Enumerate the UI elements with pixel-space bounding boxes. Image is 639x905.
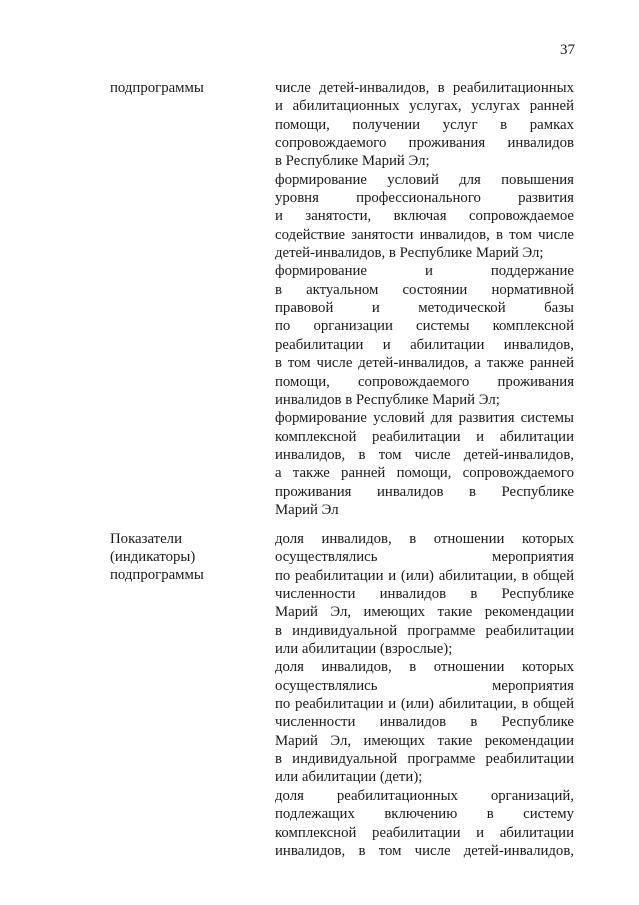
text-line: по реабилитации и (или) абилитации, в общей [275,567,574,584]
text-line: уровня профессионального развития [275,190,574,207]
text-line: а также ранней помощи, сопровождаемого [275,465,574,482]
text-line: помощи, получении услуг в рамках [275,116,574,133]
text-line: Марий Эл [275,501,339,518]
text-line: и абилитационных услугах, услугах ранней [275,98,574,115]
text-line: детей-инвалидов, в Республике Марий Эл; [275,245,544,262]
text-line: доля инвалидов, в отношении которых [275,659,574,676]
text-line: формирование и поддержание [275,263,574,280]
text-line: сопровождаемого проживания инвалидов [275,135,574,152]
row-label-line: подпрограммы [110,80,204,96]
row-label-line: подпрограммы [110,567,204,583]
text-line: по реабилитации и (или) абилитации, в общей [275,696,574,713]
text-line: и занятости, включая сопровождаемое [275,208,574,225]
text-line: доля реабилитационных организаций, [275,787,574,804]
page-number: 37 [560,42,575,58]
row-content [275,79,574,519]
text-line: в актуальном состоянии нормативной [275,281,574,298]
text-line: инвалидов, в том числе детей-инвалидов, [275,842,574,859]
text-line: комплексной реабилитации и абилитации [275,824,574,841]
row-content [275,530,574,860]
text-line: формирование условий для повышения [275,171,574,188]
row-label-line: Показатели [110,531,182,547]
text-line: содействие занятости инвалидов, в том числе [275,226,574,243]
text-line: в Республике Марий Эл; [275,153,430,170]
text-line: численности инвалидов в Республике [275,714,574,731]
text-line: комплексной реабилитации и абилитации [275,428,574,445]
text-line: или абилитации (дети); [275,769,423,786]
text-line: инвалидов в Республике Марий Эл; [275,391,500,408]
text-line: по организации системы комплексной [275,318,574,335]
text-line: или абилитации (взрослые); [275,641,453,658]
text-line: подлежащих включению в систему [275,806,574,823]
text-line: в том числе детей-инвалидов, а также ранней [275,355,574,372]
text-line: доля инвалидов, в отношении которых [275,531,574,547]
text-line: численности инвалидов в Республике [275,586,574,603]
row-label [110,79,260,97]
text-line: инвалидов, в том числе детей-инвалидов, [275,446,574,463]
row-label-line: (индикаторы) [110,549,196,565]
text-line: в индивидуальной программе реабилитации [275,751,574,768]
text-line: осуществлялись мероприятия [275,677,574,694]
text-line: в индивидуальной программе реабилитации [275,622,574,639]
text-line: помощи, сопровождаемого проживания [275,373,574,390]
row-label [110,530,260,584]
text-line: Марий Эл, имеющих такие рекомендации [275,604,574,621]
text-line: Марий Эл, имеющих такие рекомендации [275,732,574,749]
text-line: реабилитации и абилитации инвалидов, [275,336,574,353]
text-line: осуществлялись мероприятия [275,549,574,566]
text-line: числе детей-инвалидов, в реабилитационных [275,80,574,96]
text-line: проживания инвалидов в Республике [275,483,574,500]
text-line: правовой и методической базы [275,300,574,317]
text-line: формирование условий для развития системы [275,410,574,427]
